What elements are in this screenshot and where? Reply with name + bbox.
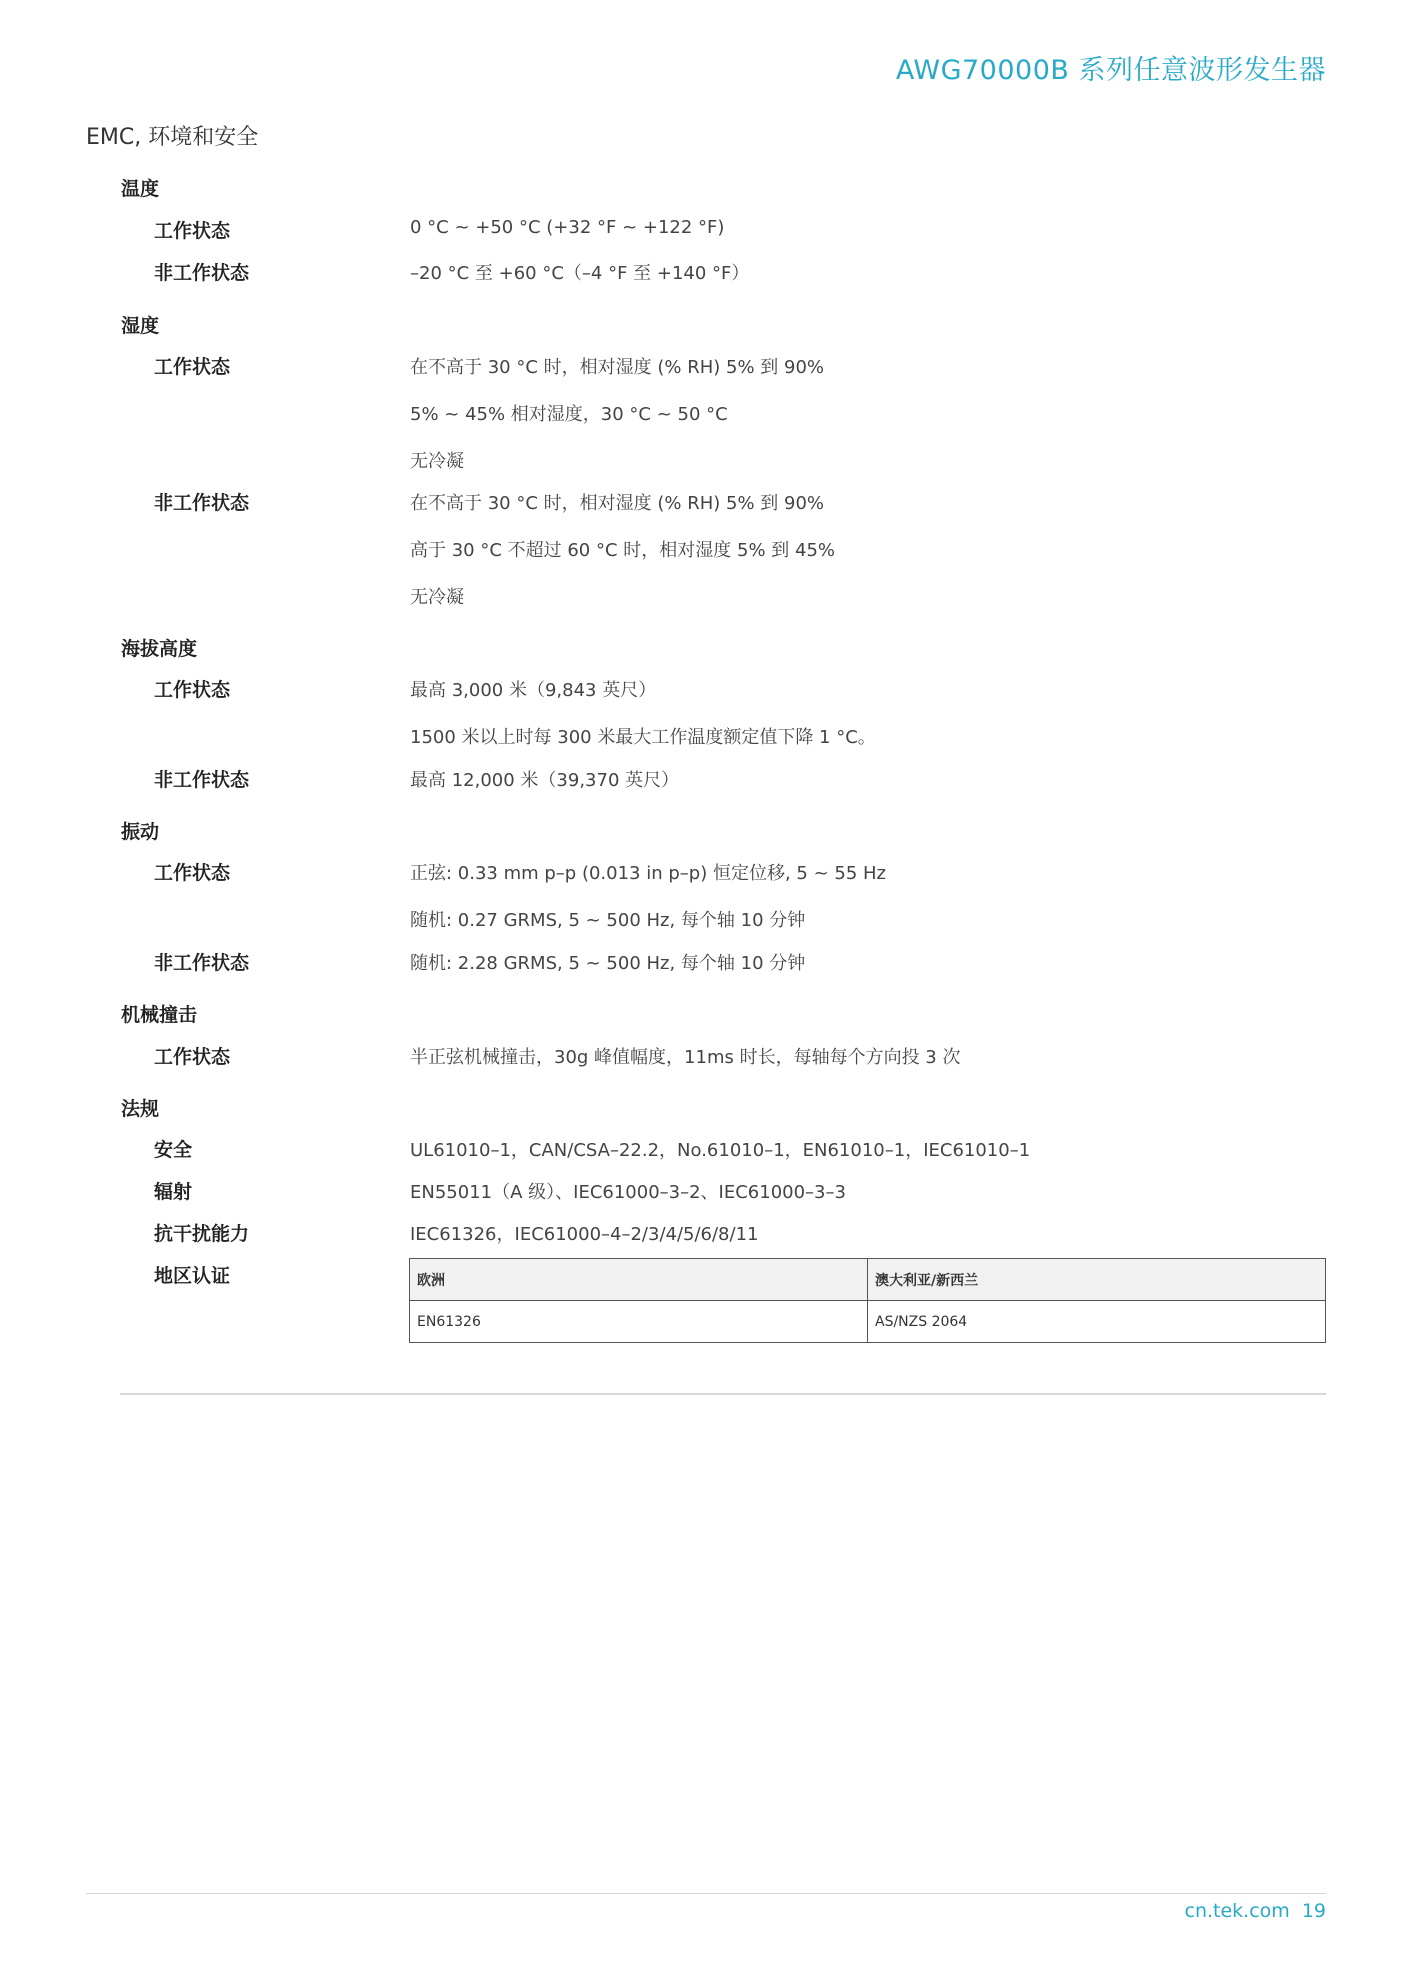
regional-certification-table bbox=[409, 1258, 1326, 1343]
altitude-operating-label: 工作状态 bbox=[154, 679, 231, 701]
humidity-nonoperating-line-1: 在不高于 30 °C 时，相对湿度 (% RH) 5% 到 90% bbox=[410, 493, 824, 514]
regional-certification-label: 地区认证 bbox=[154, 1265, 231, 1287]
vibration-operating-line-1: 正弦: 0.33 mm p–p (0.013 in p–p) 恒定位移, 5 ~ 55 Hz bbox=[410, 863, 886, 884]
regulatory-label: 法规 bbox=[121, 1098, 160, 1120]
temperature-operating-label: 工作状态 bbox=[154, 220, 231, 242]
shock-label: 机械撞击 bbox=[121, 1004, 198, 1026]
altitude-operating-line-1: 最高 3,000 米（9,843 英尺） bbox=[410, 680, 657, 701]
vibration-operating-line-2: 随机: 0.27 GRMS, 5 ~ 500 Hz, 每个轴 10 分钟 bbox=[410, 910, 806, 931]
shock-operating-value: 半正弦机械撞击，30g 峰值幅度，11ms 时长，每轴每个方向投 3 次 bbox=[410, 1047, 961, 1068]
document-header-title: AWG70000B 系列任意波形发生器 bbox=[895, 55, 1326, 86]
temperature-nonoperating-value: –20 °C 至 +60 °C（–4 °F 至 +140 °F） bbox=[410, 263, 750, 284]
table-header-australia-nz: 澳大利亚/新西兰 bbox=[868, 1259, 1326, 1301]
vibration-operating-label: 工作状态 bbox=[154, 862, 231, 884]
section-divider bbox=[120, 1393, 1326, 1395]
page-number: 19 bbox=[1301, 1900, 1326, 1922]
shock-operating-label: 工作状态 bbox=[154, 1046, 231, 1068]
table-header-row bbox=[410, 1259, 1326, 1301]
safety-label: 安全 bbox=[154, 1139, 193, 1161]
immunity-label: 抗干扰能力 bbox=[154, 1223, 250, 1245]
altitude-nonoperating-label: 非工作状态 bbox=[154, 769, 250, 791]
table-row bbox=[410, 1301, 1326, 1343]
emissions-label: 辐射 bbox=[154, 1181, 193, 1203]
footer-divider bbox=[86, 1893, 1326, 1894]
vibration-label: 振动 bbox=[121, 821, 160, 843]
table-header-europe: 欧洲 bbox=[410, 1259, 868, 1301]
humidity-operating-line-2: 5% ~ 45% 相对湿度，30 °C ~ 50 °C bbox=[410, 404, 728, 425]
altitude-label: 海拔高度 bbox=[121, 638, 198, 660]
humidity-label: 湿度 bbox=[121, 315, 160, 337]
temperature-operating-value: 0 °C ~ +50 °C (+32 °F ~ +122 °F) bbox=[410, 217, 725, 238]
temperature-nonoperating-label: 非工作状态 bbox=[154, 262, 250, 284]
immunity-value: IEC61326，IEC61000–4–2/3/4/5/6/8/11 bbox=[410, 1224, 759, 1245]
humidity-operating-line-3: 无冷凝 bbox=[410, 451, 464, 472]
vibration-nonoperating-value: 随机: 2.28 GRMS, 5 ~ 500 Hz, 每个轴 10 分钟 bbox=[410, 953, 806, 974]
altitude-operating-line-2: 1500 米以上时每 300 米最大工作温度额定值下降 1 °C。 bbox=[410, 727, 876, 748]
humidity-nonoperating-line-3: 无冷凝 bbox=[410, 587, 464, 608]
table-cell-europe: EN61326 bbox=[410, 1301, 868, 1343]
table-cell-australia-nz: AS/NZS 2064 bbox=[868, 1301, 1326, 1343]
altitude-nonoperating-value: 最高 12,000 米（39,370 英尺） bbox=[410, 770, 680, 791]
footer-site-link[interactable]: cn.tek.com bbox=[1184, 1900, 1290, 1922]
section-title: EMC, 环境和安全 bbox=[86, 125, 259, 150]
temperature-label: 温度 bbox=[121, 178, 160, 200]
humidity-nonoperating-label: 非工作状态 bbox=[154, 492, 250, 514]
humidity-nonoperating-line-2: 高于 30 °C 不超过 60 °C 时，相对湿度 5% 到 45% bbox=[410, 540, 836, 561]
page-footer bbox=[1185, 1900, 1326, 1922]
vibration-nonoperating-label: 非工作状态 bbox=[154, 952, 250, 974]
safety-value: UL61010–1，CAN/CSA–22.2，No.61010–1，EN61010–1，IEC61010–1 bbox=[410, 1140, 1031, 1161]
humidity-operating-label: 工作状态 bbox=[154, 356, 231, 378]
emissions-value: EN55011（A 级）、IEC61000–3–2、IEC61000–3–3 bbox=[410, 1182, 846, 1203]
humidity-operating-line-1: 在不高于 30 °C 时，相对湿度 (% RH) 5% 到 90% bbox=[410, 357, 824, 378]
